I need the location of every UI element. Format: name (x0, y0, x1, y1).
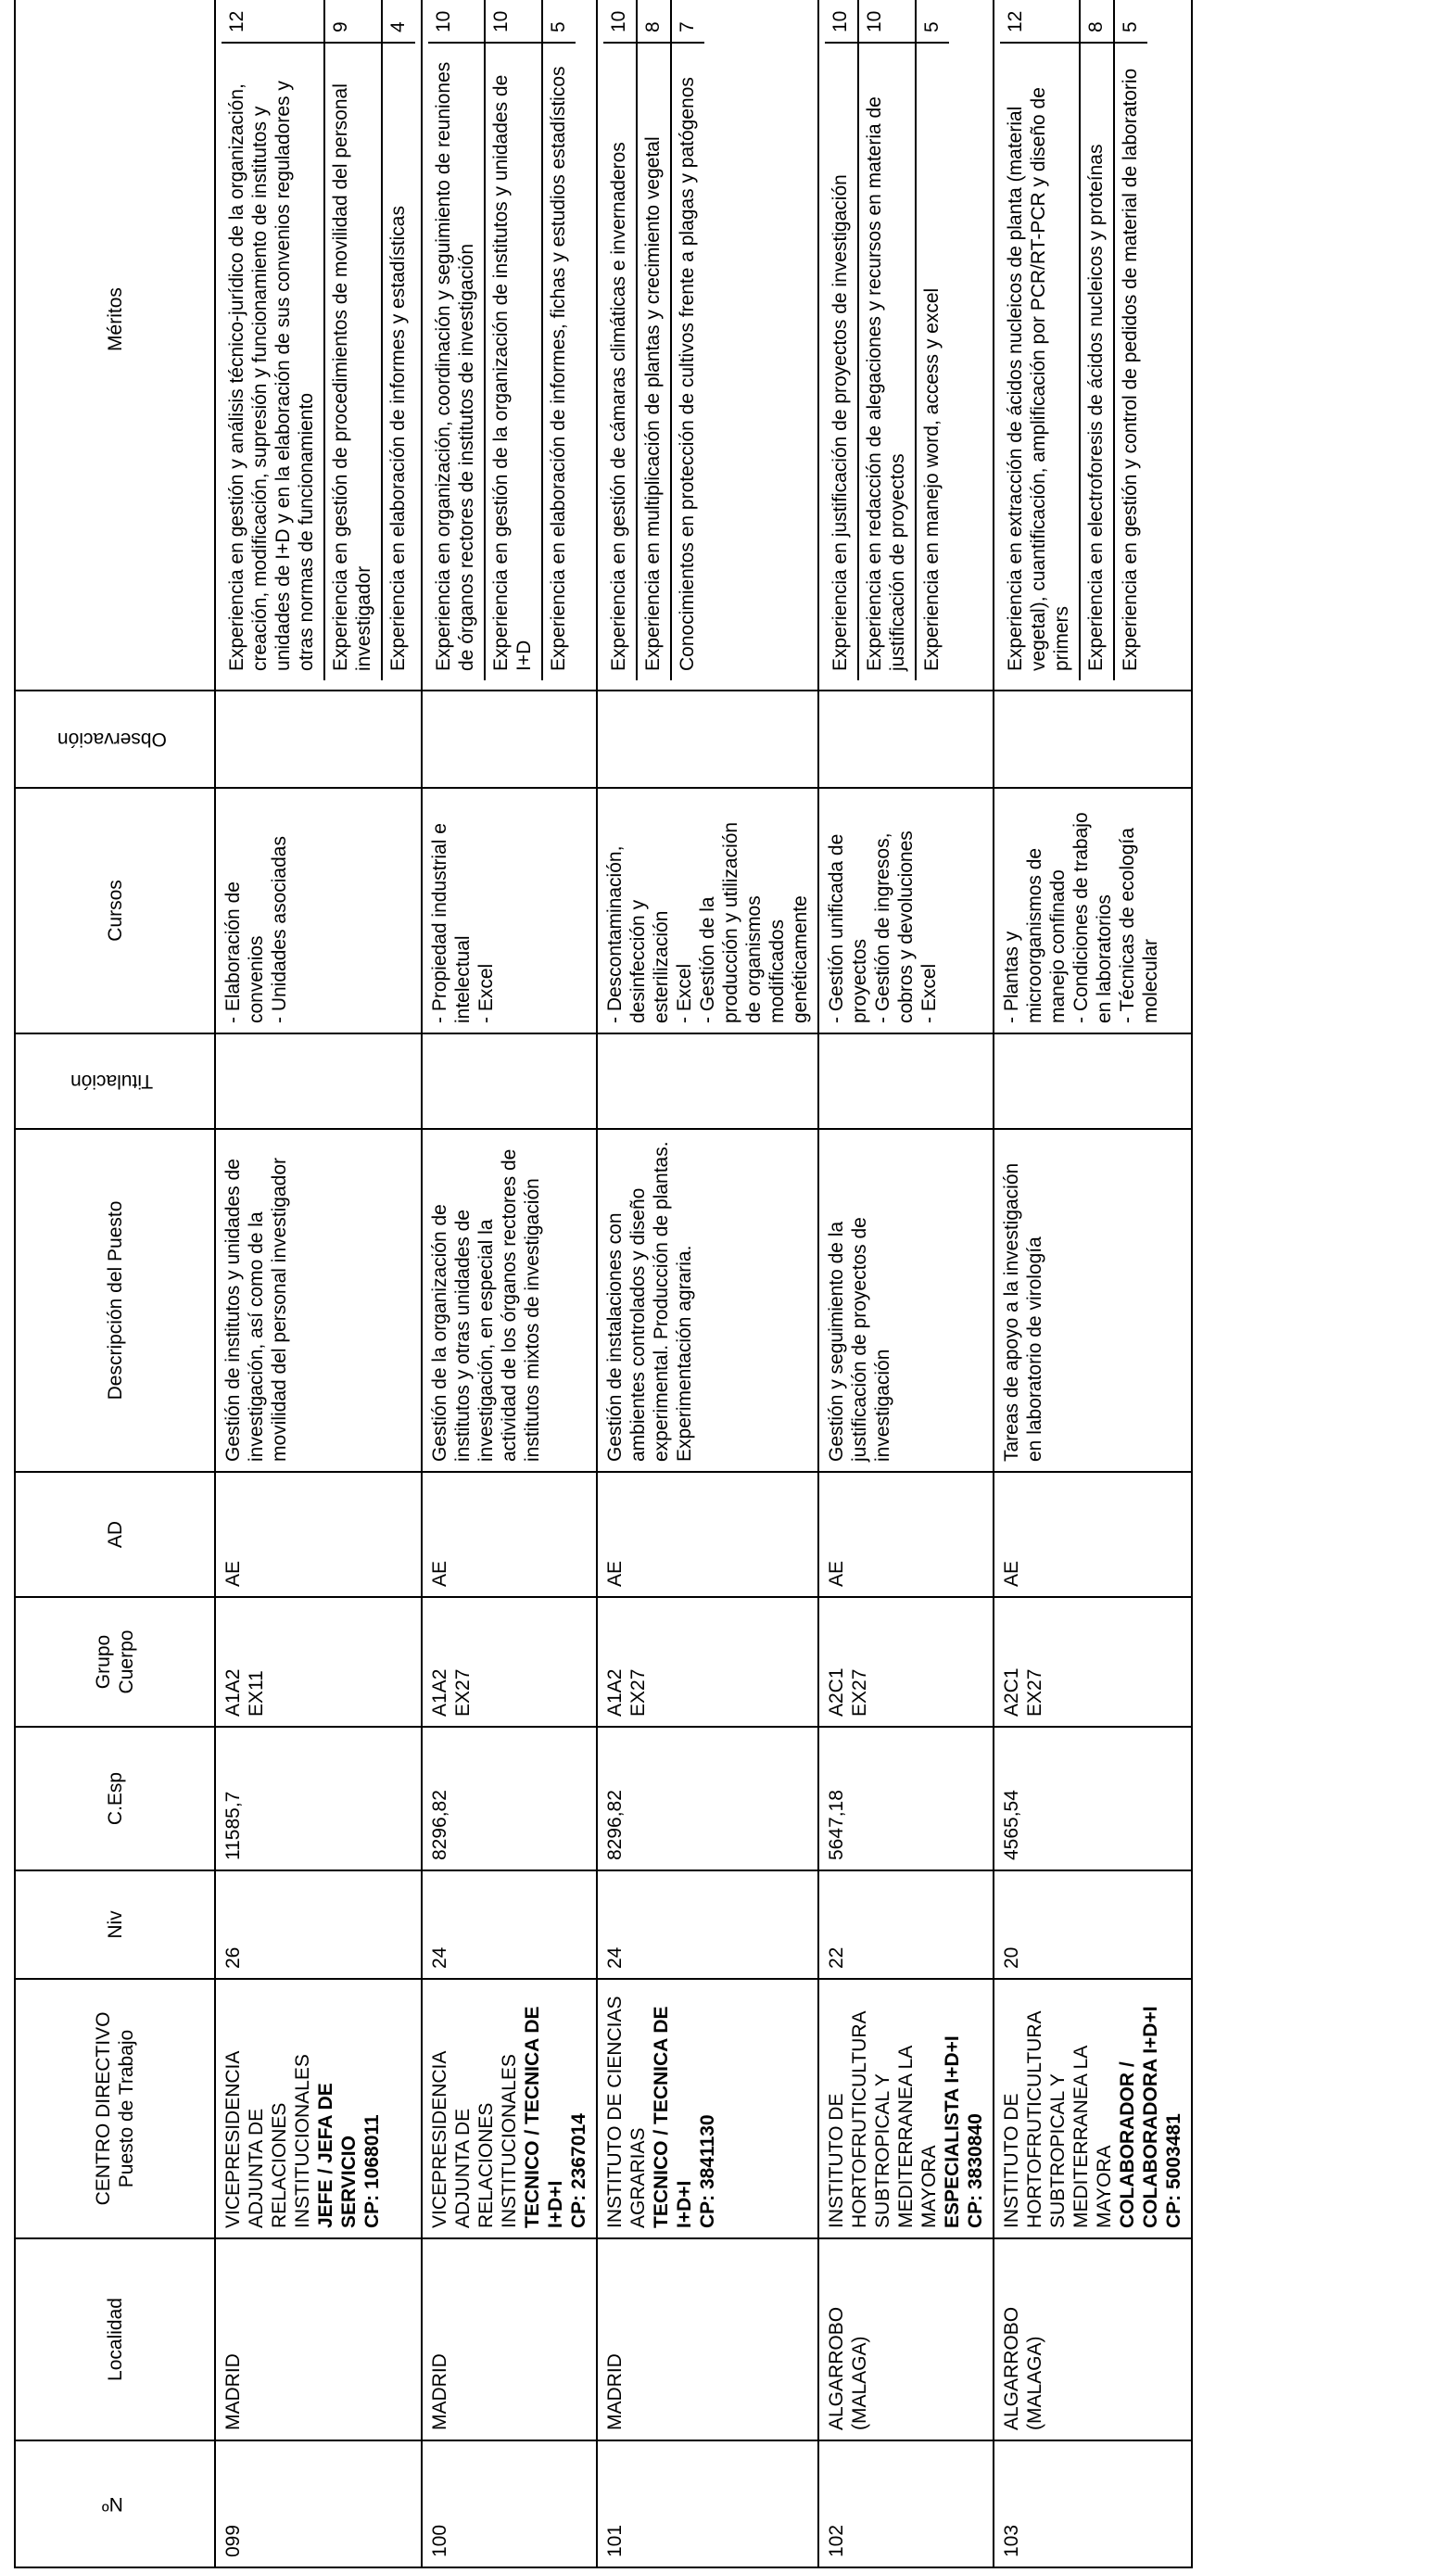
centro-name: INSTITUTO DE CIENCIAS AGRARIAS (604, 1996, 649, 2228)
cell-observacion (597, 691, 818, 788)
merit-item (857, 0, 915, 680)
cell-meritos (597, 0, 818, 691)
merit-text: Experiencia en electroforesis de ácidos nucleicos y proteínas (1081, 42, 1113, 680)
cell-meritos (994, 0, 1192, 691)
cell-descripcion: Gestión y seguimiento de la justificación de proyectos de investigación (818, 1129, 994, 1472)
cell-cesp: 8296,82 (597, 1727, 818, 1870)
puesto-name: ESPECIALISTA I+D+I (942, 2035, 963, 2228)
cell-centro (215, 1979, 422, 2238)
cell-niv: 26 (215, 1870, 422, 1979)
merit-text: Conocimientos en protección de cultivos frente a plagas y patógenos (672, 42, 704, 680)
cell-titulacion (818, 1033, 994, 1129)
cell-cesp: 11585,7 (215, 1727, 422, 1870)
merit-score: 5 (921, 21, 943, 32)
merit-text: Experiencia en elaboración de informes y estadísticas (383, 42, 415, 680)
merit-text: Experiencia en justificación de proyectos de investigación (825, 42, 857, 680)
cell-descripcion: Gestión de la organización de institutos y otras unidades de investigación, en especial la actividad de los órganos rectores de institutos mixtos de investigación (422, 1129, 597, 1472)
cell-localidad: MADRID (597, 2238, 818, 2440)
header-cursos: Cursos (15, 788, 215, 1033)
rotated-page (14, 5, 1447, 2568)
header-grupo-line2: Cuerpo (116, 1629, 137, 1694)
cell-cursos (422, 788, 597, 1033)
puesto-code: CP: 2367014 (568, 2113, 589, 2228)
puesto-name: COLABORADOR / COLABORADORA I+D+I (1117, 2006, 1161, 2228)
cell-niv: 24 (422, 1870, 597, 1979)
merit-score: 10 (433, 10, 454, 32)
table-row (818, 0, 994, 2567)
cell-titulacion (994, 1033, 1192, 1129)
cell-titulacion (422, 1033, 597, 1129)
header-ad: AD (15, 1472, 215, 1597)
cell-cursos (994, 788, 1192, 1033)
cell-num: 099 (215, 2440, 422, 2567)
merit-score: 10 (829, 10, 851, 32)
merit-item (825, 0, 857, 680)
cell-descripcion: Tareas de apoyo a la investigación en laboratorio de virología (994, 1129, 1192, 1472)
cuerpo-value: EX27 (849, 1668, 870, 1717)
cell-localidad: ALGARROBO (MALAGA) (818, 2238, 994, 2440)
grupo-value: A1A2 (604, 1668, 626, 1717)
grupo-value: A2C1 (826, 1667, 847, 1717)
puesto-name: TECNICO / TECNICA DE I+D+I (651, 2006, 695, 2228)
cell-centro (597, 1979, 818, 2238)
header-descripcion: Descripción del Puesto (15, 1129, 215, 1472)
cursos-list: - Propiedad industrial e intelectual - Excel (429, 823, 497, 1023)
puesto-name: JEFE / JEFA DE SERVICIO (315, 2083, 360, 2228)
header-num: Nº (15, 2440, 215, 2567)
merit-score: 9 (330, 21, 351, 32)
merit-text: Experiencia en extracción de ácidos nucleicos de planta (material vegetal), cuantificación, amplificación por PCR/RT-PCR y diseño de primers (1000, 42, 1079, 680)
merit-score: 8 (1085, 21, 1107, 32)
cell-centro (994, 1979, 1192, 2238)
merit-score: 7 (677, 21, 698, 32)
cell-meritos (215, 0, 422, 691)
cell-descripcion: Gestión de institutos y unidades de investigación, así como de la movilidad del personal investigador (215, 1129, 422, 1472)
cell-localidad: ALGARROBO (MALAGA) (994, 2238, 1192, 2440)
cursos-list: - Descontaminación, desinfección y esterilización - Excel - Gestión de la producción y utilización de organismos modificados genéticamente (604, 821, 811, 1023)
merit-score: 8 (642, 21, 664, 32)
merit-score: 5 (1120, 21, 1141, 32)
cell-cursos (215, 788, 422, 1033)
cell-cesp: 8296,82 (422, 1727, 597, 1870)
cell-niv: 20 (994, 1870, 1192, 1979)
cell-localidad: MADRID (215, 2238, 422, 2440)
header-centro-line1: CENTRO DIRECTIVO (93, 2011, 114, 2206)
header-grupo (15, 1597, 215, 1727)
puesto-code: CP: 1068011 (361, 2114, 383, 2228)
cursos-list: - Gestión unificada de proyectos - Gestión de ingresos, cobros y devoluciones - Excel (826, 830, 940, 1023)
cell-meritos (818, 0, 994, 691)
centro-name: INSTITUTO DE HORTOFRUTICULTURA SUBTROPICAL Y MEDITERRANEA LA MAYORA (1001, 2011, 1115, 2228)
cell-observacion (818, 691, 994, 788)
merit-text: Experiencia en manejo word, access y excel (917, 42, 949, 680)
header-observacion: Observación (15, 691, 215, 788)
cell-num: 102 (818, 2440, 994, 2567)
cursos-list: - Elaboración de convenios - Unidades asociadas (222, 836, 290, 1023)
cell-cesp: 5647,18 (818, 1727, 994, 1870)
merit-item (541, 0, 576, 680)
merit-score: 10 (864, 10, 885, 32)
header-grupo-line1: Grupo (93, 1634, 114, 1690)
cell-cesp: 4565,54 (994, 1727, 1192, 1870)
table-row (422, 0, 597, 2567)
cell-ad: AE (597, 1472, 818, 1597)
cell-centro (818, 1979, 994, 2238)
merit-item (222, 0, 323, 680)
cell-observacion (422, 691, 597, 788)
cell-cursos (818, 788, 994, 1033)
cell-num: 103 (994, 2440, 1192, 2567)
merit-score: 12 (226, 10, 247, 32)
merit-item (670, 0, 704, 680)
header-centro-line2: Puesto de Trabajo (116, 2029, 137, 2188)
merit-score: 12 (1005, 10, 1026, 32)
table-row (994, 0, 1192, 2567)
merit-item (1113, 0, 1147, 680)
merit-item (915, 0, 949, 680)
cell-grupo (994, 1597, 1192, 1727)
cell-titulacion (597, 1033, 818, 1129)
merit-text: Experiencia en redacción de alegaciones y recursos en materia de justificación de proyectos (859, 42, 915, 680)
cell-localidad: MADRID (422, 2238, 597, 2440)
cell-observacion (994, 691, 1192, 788)
header-niv: Niv (15, 1870, 215, 1979)
merit-score: 5 (548, 21, 569, 32)
merit-text: Experiencia en gestión de la organización de institutos y unidades de I+D (486, 42, 541, 680)
merit-text: Experiencia en organización, coordinación y seguimiento de reuniones de órganos rectores de institutos de investigación (428, 42, 484, 680)
merit-item (636, 0, 670, 680)
cell-grupo (597, 1597, 818, 1727)
centro-name: VICEPRESIDENCIA ADJUNTA DE RELACIONES INSTITUCIONALES (222, 2051, 313, 2228)
cuerpo-value: EX11 (246, 1670, 267, 1717)
merit-score: 4 (387, 21, 409, 32)
cell-descripcion: Gestión de instalaciones con ambientes controlados y diseño experimental. Producción de plantas. Experimentación agraria. (597, 1129, 818, 1472)
merit-item (428, 0, 484, 680)
merit-text: Experiencia en gestión de procedimientos de movilidad del personal investigador (325, 42, 381, 680)
cell-meritos (422, 0, 597, 691)
cell-grupo (422, 1597, 597, 1727)
cell-ad: AE (215, 1472, 422, 1597)
table-row (597, 0, 818, 2567)
merit-item (603, 0, 636, 680)
header-row (15, 0, 215, 2567)
cuerpo-value: EX27 (452, 1668, 474, 1717)
positions-table (14, 0, 1193, 2568)
grupo-value: A1A2 (222, 1668, 244, 1717)
header-localidad: Localidad (15, 2238, 215, 2440)
header-meritos: Méritos (15, 0, 215, 691)
cell-grupo (215, 1597, 422, 1727)
merit-text: Experiencia en gestión y control de pedidos de material de laboratorio (1115, 42, 1147, 680)
merit-text: Experiencia en gestión de cámaras climáticas e invernaderos (603, 42, 636, 680)
cell-ad: AE (818, 1472, 994, 1597)
cell-observacion (215, 691, 422, 788)
centro-name: VICEPRESIDENCIA ADJUNTA DE RELACIONES INSTITUCIONALES (429, 2051, 520, 2228)
header-centro (15, 1979, 215, 2238)
cuerpo-value: EX27 (1024, 1668, 1045, 1717)
grupo-value: A2C1 (1001, 1667, 1022, 1717)
merit-item (484, 0, 541, 680)
cell-centro (422, 1979, 597, 2238)
puesto-code: CP: 3841130 (697, 2114, 718, 2228)
cell-niv: 22 (818, 1870, 994, 1979)
cursos-list: - Plantas y microorganismos de manejo confinado - Condiciones de trabajo en laboratorios - Técnicas de ecología molecular (1001, 812, 1161, 1023)
puesto-code: CP: 5003481 (1163, 2113, 1184, 2228)
cell-cursos (597, 788, 818, 1033)
puesto-name: TECNICO / TECNICA DE I+D+I (522, 2006, 566, 2228)
cuerpo-value: EX27 (627, 1668, 649, 1717)
cell-num: 101 (597, 2440, 818, 2567)
puesto-code: CP: 3830840 (965, 2113, 986, 2228)
merit-text: Experiencia en elaboración de informes, fichas y estudios estadísticos (543, 42, 576, 680)
merit-score: 10 (608, 10, 629, 32)
merit-item (1000, 0, 1079, 680)
table-row (215, 0, 422, 2567)
merit-text: Experiencia en multiplicación de plantas y crecimiento vegetal (638, 42, 670, 680)
merit-item (323, 0, 381, 680)
cell-grupo (818, 1597, 994, 1727)
cell-niv: 24 (597, 1870, 818, 1979)
header-titulacion: Titulación (15, 1033, 215, 1129)
centro-name: INSTITUTO DE HORTOFRUTICULTURA SUBTROPICAL Y MEDITERRANEA LA MAYORA (826, 2011, 940, 2228)
cell-titulacion (215, 1033, 422, 1129)
header-cesp: C.Esp (15, 1727, 215, 1870)
cell-num: 100 (422, 2440, 597, 2567)
cell-ad: AE (422, 1472, 597, 1597)
merit-score: 10 (490, 10, 512, 32)
merit-text: Experiencia en gestión y análisis técnico-jurídico de la organización, creación, modificación, supresión y funcionamiento de institutos y unidades de I+D y en la elaboración de sus convenios reguladores y otras normas de funcionamiento (222, 42, 323, 680)
cell-ad: AE (994, 1472, 1192, 1597)
merit-item (381, 0, 415, 680)
grupo-value: A1A2 (429, 1668, 450, 1717)
merit-item (1079, 0, 1113, 680)
